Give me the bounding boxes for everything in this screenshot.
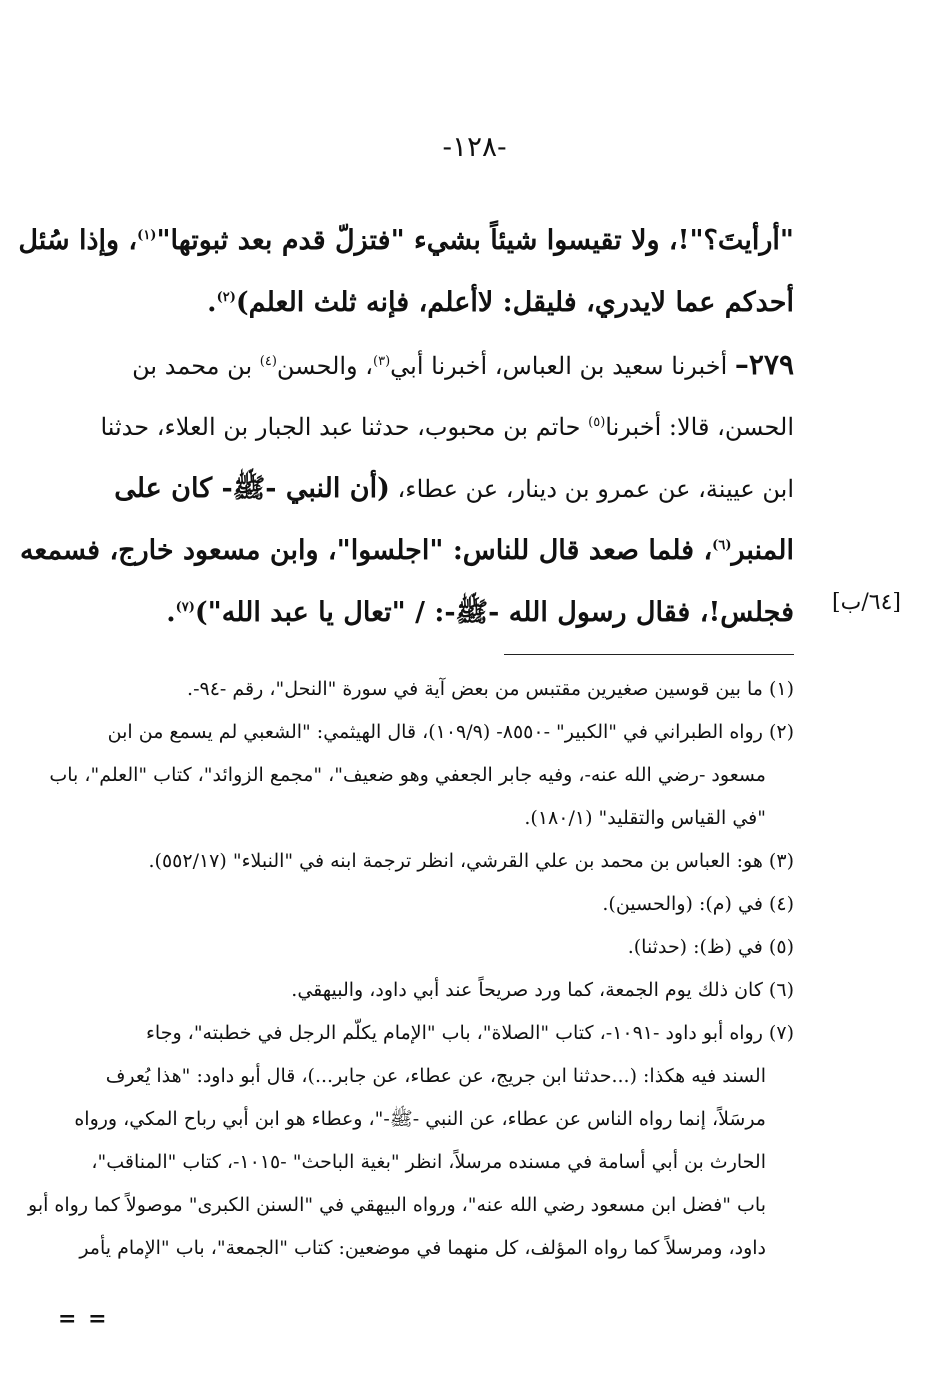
footnote-ref-2: (٢) (216, 290, 236, 305)
footnote-ref-3: (٣) (373, 354, 391, 369)
footnote-7-continued: باب "فضل ابن مسعود رضي الله عنه"، ورواه البيهقي في "السنن الكبرى" موصولاً كما رواه أبو (28, 1194, 766, 1216)
footnote-4: (٤) في (م): (والحسين). (602, 893, 794, 915)
footnote-6: (٦) كان ذلك يوم الجمعة، كما ورد صريحاً عند أبي داود، والبيهقي. (291, 979, 794, 1001)
main-text-segment: بن محمد بن (132, 352, 260, 380)
main-line-1 (18, 210, 794, 272)
main-text-segment: ، وإذا سُئل (18, 225, 138, 256)
footnote-ref-5: (٥) (588, 415, 606, 430)
main-text-segment: ، فلما صعد قال للناس: "اجلسوا"، وابن مسعود خارج، فسمعه (19, 535, 713, 566)
footnote-3: (٣) هو: العباس بن محمد بن علي القرشي، انظر ترجمة ابنه في "النبلاء" (٥٥٢/١٧). (148, 850, 794, 872)
footnote-1: (١) ما بين قوسين صغيرين مقتبس من بعض آية في سورة "النحل"، رقم -٩٤-. (187, 678, 794, 700)
main-text-segment: حاتم بن محبوب، حدثنا عبد الجبار بن العلاء، حدثنا (100, 413, 589, 441)
footnote-5: (٥) في (ظ): (حدثنا). (627, 936, 794, 958)
continuation-mark: = = (58, 1306, 109, 1332)
main-text-segment: أحدكم عما لايدري، فليقل: لاأعلم، فإنه ثلث العلم) (235, 287, 794, 318)
main-text-segment: . (207, 287, 217, 318)
main-text-segment: المنبر (731, 535, 794, 566)
manuscript-margin-reference: [٦٤/ب] (832, 590, 901, 615)
main-text-segment: ابن عيينة، عن عمرو بن دينار، عن عطاء، (389, 475, 794, 503)
main-line-5 (54, 458, 794, 520)
footnotes (28, 668, 794, 1270)
footnote-7-continued: السند فيه هكذا: (...حدثنا ابن جريج، عن عطاء، عن جابر...)، قال أبو داود: "هذا يُعرف (105, 1065, 766, 1087)
footnote-ref-6: (٦) (712, 538, 732, 553)
main-line-4 (54, 396, 794, 458)
footnote-ref-1: (١) (137, 228, 157, 243)
main-text-segment: . (166, 597, 176, 628)
footnote-ref-7: (٧) (175, 600, 195, 615)
main-line-6 (19, 520, 794, 582)
footnote-7: (٧) رواه أبو داود -١٠٩١-، كتاب "الصلاة"، باب "الإمام يكلّم الرجل في خطبته"، وجاء (146, 1022, 794, 1044)
main-line-7 (54, 582, 794, 644)
main-text-segment: "أرأيتَ؟"!، ولا تقيسوا شيئاً بشيء "فتزلّ قدم بعد ثبوتها" (156, 225, 794, 256)
main-text (18, 210, 794, 644)
footnote-7-continued: الحارث بن أبي أسامة في مسنده مرسلاً، انظر "بغية الباحث" -١٠١٥-، كتاب "المناقب"، (91, 1151, 766, 1173)
footnote-ref-4: (٤) (259, 354, 277, 369)
main-text-bold-segment: (أن النبي -ﷺ- كان على (114, 473, 390, 504)
footnote-2: (٢) رواه الطبراني في "الكبير" -٨٥٥٠- (١٠٩/٩)، قال الهيثمي: "الشعبي لم يسمع من ابن (107, 721, 794, 743)
footnote-2-continued: "في القياس والتقليد" (١٨٠/١). (524, 807, 766, 829)
hadith-number: ٢٧٩– (734, 348, 794, 381)
main-text-segment: ، والحسن (276, 352, 374, 380)
page-number: -١٢٨- (442, 130, 507, 163)
main-line-3 (54, 334, 794, 396)
footnote-divider (504, 654, 794, 655)
footnote-2-continued: مسعود -رضي الله عنه-، وفيه جابر الجعفي وهو ضعيف"، "مجمع الزوائد"، كتاب "العلم"، باب (49, 764, 766, 786)
footnote-7-continued: مرسَلاً، إنما رواه الناس عن عطاء، عن النبي -ﷺ-"، وعطاء هو ابن أبي رباح المكي، ورواه (74, 1108, 766, 1130)
main-text-segment: الحسن، قالا: أخبرنا (605, 413, 794, 441)
main-text-segment: فجلس!، فقال رسول الله -ﷺ-: / "تعال يا عبد الله") (194, 597, 794, 628)
main-text-segment: أخبرنا سعيد بن العباس، أخبرنا أبي (390, 352, 735, 380)
main-line-2 (54, 272, 794, 334)
footnote-7-continued: داود، ومرسلاً كما رواه المؤلف، كل منهما في موضعين: كتاب "الجمعة"، باب "الإمام يأمر (79, 1237, 766, 1259)
